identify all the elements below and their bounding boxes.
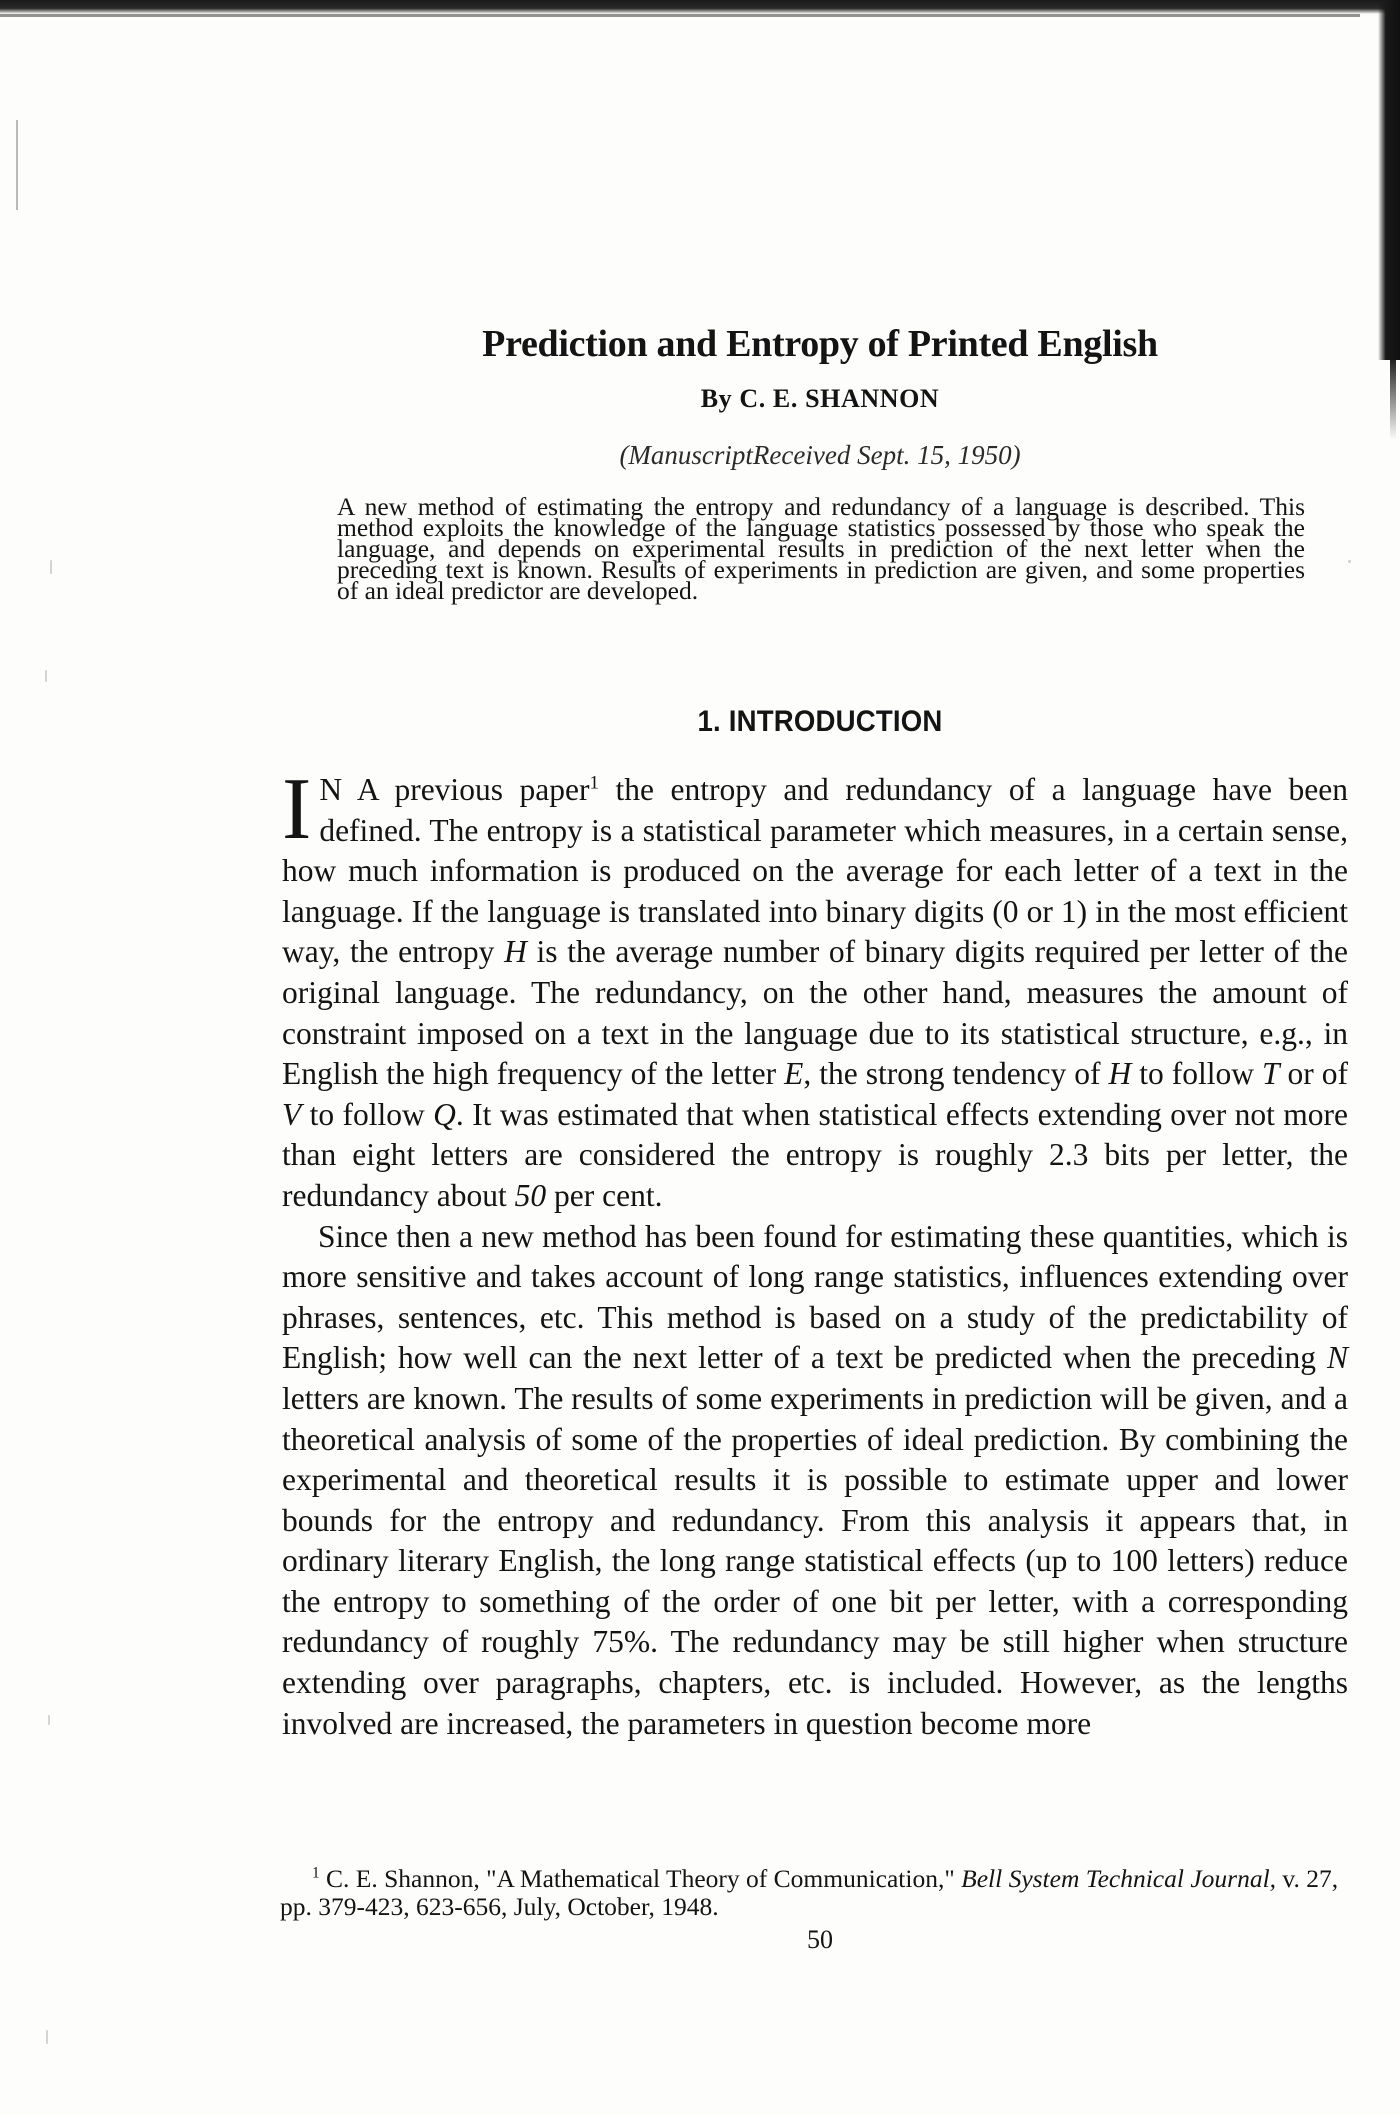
footnote-marker: 1 [312, 1864, 320, 1882]
paragraph-2 [282, 1217, 1348, 1745]
scan-edge-line [0, 14, 1360, 17]
paragraph-text: , the strong tendency of [803, 1056, 1109, 1092]
scan-speck [1348, 560, 1351, 563]
scan-left-mark [16, 120, 18, 210]
paragraph-text: N A previous paper [319, 772, 590, 807]
footnote-text: v. 27, pp. 379-423, 623-656, July, October, 1948. [280, 1864, 1339, 1921]
math-symbol: H [504, 934, 527, 970]
author-byline: By C. E. SHANNON [700, 384, 940, 413]
paragraph-1 [282, 761, 1349, 1217]
scan-speck [48, 1715, 50, 1725]
math-symbol: H [1108, 1056, 1132, 1092]
paragraph-text: to follow [301, 1096, 434, 1132]
math-symbol: Q [433, 1096, 456, 1132]
scan-speck [50, 560, 52, 574]
math-symbol: N [1326, 1340, 1348, 1376]
scan-edge-right [1378, 0, 1400, 360]
footnote-text: C. E. Shannon, "A Mathematical Theory of Communication," [319, 1864, 962, 1893]
math-symbol: E [784, 1056, 804, 1092]
paragraph-text: to follow [1131, 1056, 1262, 1092]
scan-speck [45, 670, 47, 682]
paragraph-text: per cent. [546, 1177, 663, 1213]
received-date: (ManuscriptReceived Sept. 15, 1950) [619, 440, 1021, 470]
footnote-ref: 1 [589, 772, 599, 794]
scan-edge-top [0, 0, 1400, 14]
paragraph-text: the entropy and redundancy of a language have been defined. The entropy is a statistical parameter which measures, in a certain sense, how much information is produced on the average for each letter of a text in the language. If the language is translated into binary digits (0 or 1) in the most efficient way, the entropy [282, 772, 1348, 970]
paragraph-text: or of [1279, 1056, 1349, 1092]
math-symbol: V [282, 1096, 302, 1132]
paragraph-text: Since then a new method has been found for estimating these quantities, which is more sensitive and takes account of long range statistics, influences extending over phrases, sentences, etc. This method is based on a study of the predictability of English; how well can the next letter of a text be predicted when the preceding [282, 1218, 1348, 1376]
math-symbol: T [1261, 1056, 1280, 1092]
footnote [280, 1865, 1350, 1921]
paragraph-text: . It was estimated that when statistical effects extending over not more than eight letters are considered the entropy is roughly 2.3 bits per letter, the redundancy about [282, 1096, 1348, 1213]
scan-speck [46, 2030, 48, 2044]
paragraph-text: letters are known. The results of some experiments in prediction will be given, and a theoretical analysis of some of the properties of ideal prediction. By combining the experimental and theoretical results it is possible to estimate upper and lower bounds for the entropy and redundancy. From this analysis it appears that, in ordinary literary English, the long range statistical effects (up to 100 letters) reduce the entropy to something of the order of one bit per letter, with a corresponding redundancy of roughly 75%. The redundancy may be still higher when structure extending over paragraphs, chapters, etc. is included. However, as the lengths involved are increased, the parameters in question become more [282, 1380, 1348, 1741]
abstract: A new method of estimating the entropy and redundancy of a language is described. This method exploits the knowledge of the language statistics possessed by those who speak the language, and depends on experimental results in prediction of the next letter when the preceding text is known. Results of experiments in prediction are given, and some properties of an ideal predictor are developed. [337, 492, 1305, 605]
percent-value: 50 [514, 1177, 547, 1213]
paragraph-text: is the average number of binary digits required per letter of the original language. The redundancy, on the other hand, measures the amount of constraint imposed on a text in the language due to its statistical structure, e.g., in English the high frequency of the letter [282, 934, 1349, 1092]
body-text [282, 761, 1349, 1744]
page-number: 50 [807, 1925, 833, 1954]
paper-title: Prediction and Entropy of Printed English [482, 323, 1158, 365]
journal-name: Bell System Technical Journal, [961, 1864, 1277, 1893]
section-heading: 1. INTRODUCTION [697, 705, 943, 738]
drop-cap: I [282, 761, 312, 858]
